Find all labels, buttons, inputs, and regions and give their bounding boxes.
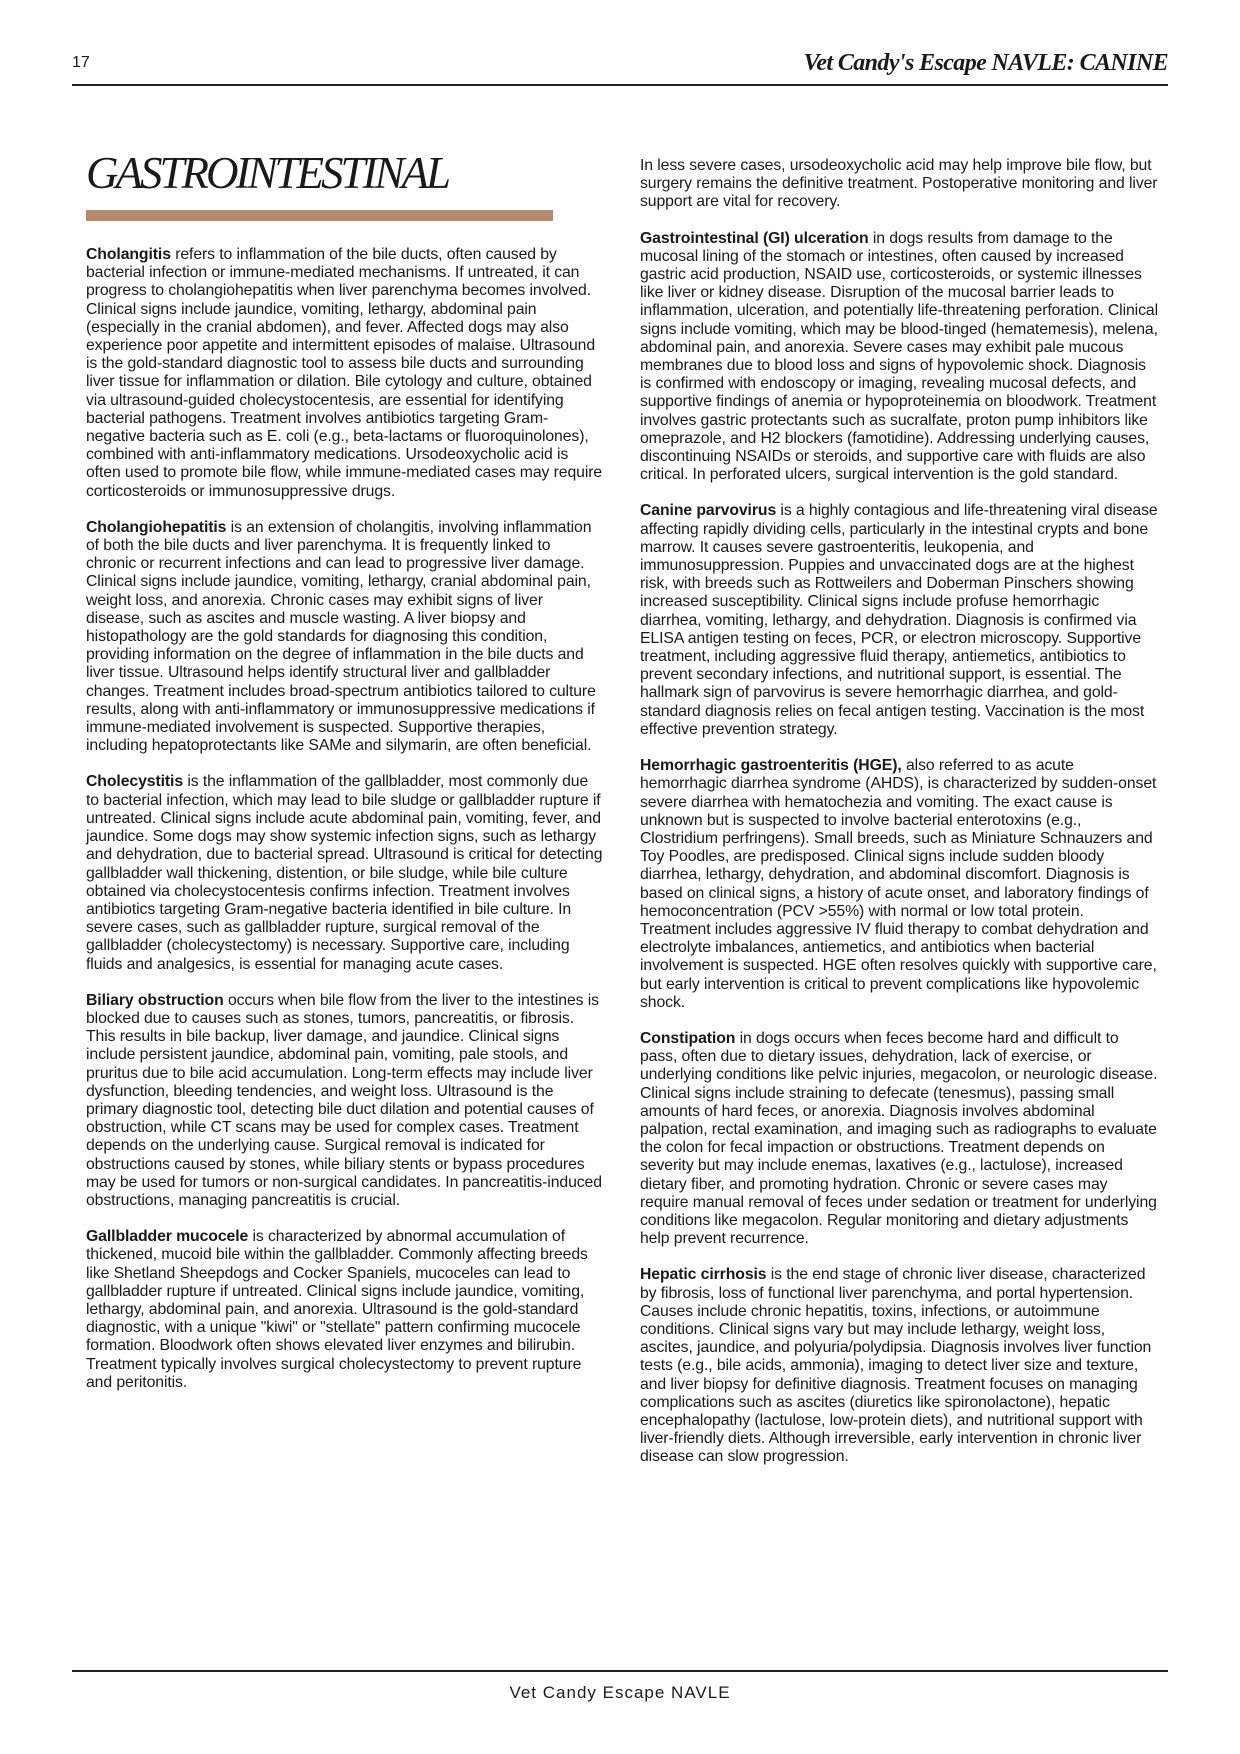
- entry-paragraph: [640, 1030, 1158, 1248]
- entry-term: Cholangitis: [86, 246, 171, 263]
- footer-text: Vet Candy Escape NAVLE: [509, 1683, 731, 1702]
- entry-term: Gastrointestinal (GI) ulceration: [640, 229, 869, 247]
- entry-paragraph: [86, 773, 604, 973]
- entry-term: Hepatic cirrhosis: [640, 1266, 767, 1284]
- entry-text: also referred to as acute hemorrhagic diarrhea syndrome (AHDS), is characterized by sudden-onset severe diarrhea with hematochezia and vomiting. The exact cause is unknown but is suspected to involve bacterial enterotoxins (e.g., Clostridium perfringens). Small breeds, such as Miniature Schnauzers and Toy Poodles, are predisposed. Clinical signs include sudden bloody diarrhea, lethargy, dehydration, and abdominal discomfort. Diagnosis is based on clinical signs, a history of acute onset, and laboratory findings of hemoconcentration (PCV >55%) with normal or low total protein. Treatment includes aggressive IV fluid therapy to combat dehydration and electrolyte imbalances, antiemetics, and antibiotics when bacterial involvement is suspected. HGE often resolves quickly with supportive care, but early intervention is critical to prevent complications like hypovolemic shock.: [640, 757, 1157, 1011]
- entry-text: refers to inflammation of the bile ducts, often caused by bacterial infection or immune-mediated mechanisms. If untreated, it can progress to cholangiohepatitis when liver parenchyma becomes involved. Clinical signs include jaundice, vomiting, lethargy, abdominal pain (especially in the cranial abdomen), and fever. Affected dogs may also experience poor appetite and intermittent episodes of malaise. Ultrasound is the gold-standard diagnostic tool to assess bile ducts and surrounding liver tissue for inflammation or dilation. Bile cytology and culture, obtained via ultrasound-guided cholecystocentesis, are essential for identifying bacterial pathogens. Treatment involves antibiotics targeting Gram-negative bacteria such as E. coli (e.g., beta-lactams or fluoroquinolones), combined with anti-inflammatory medications. Ursodeoxycholic acid is often used to promote bile flow, while immune-mediated cases may require corticosteroids or immunosuppressive drugs.: [86, 246, 603, 500]
- right-entries: [640, 157, 1158, 1467]
- entry-term: Cholecystitis: [86, 773, 184, 791]
- entry-paragraph: [640, 502, 1158, 739]
- left-column: [86, 146, 604, 1410]
- entry-paragraph: [640, 230, 1158, 485]
- entry-text: is a highly contagious and life-threatening viral disease affecting rapidly dividing cells, particularly in the intestinal crypts and bone marrow. It causes severe gastroenteritis, leukopenia, and immunosuppression. Puppies and unvaccinated dogs are at the highest risk, with breeds such as Rottweilers and Doberman Pinschers showing increased susceptibility. Clinical signs include profuse hemorrhagic diarrhea, vomiting, lethargy, and dehydration. Diagnosis is confirmed via ELISA antigen testing on feces, PCR, or electron microscopy. Supportive treatment, including aggressive fluid therapy, antiemetics, antibiotics to prevent secondary infections, and nutritional support, is essential. The hallmark sign of parvovirus is severe hemorrhagic diarrhea, and gold-standard diagnosis relies on fecal antigen testing. Vaccination is the most effective prevention strategy.: [640, 502, 1158, 738]
- entry-text: in dogs results from damage to the mucosal lining of the stomach or intestines, often caused by increased gastric acid production, NSAID use, corticosteroids, or systemic illnesses like liver or kidney disease. Disruption of the mucosal barrier leads to inflammation, ulceration, and potentially life-threatening perforation. Clinical signs include vomiting, which may be blood-tinged (hematemesis), melena, abdominal pain, and anorexia. Severe cases may exhibit pale mucous membranes due to blood loss and signs of hypovolemic shock. Diagnosis is confirmed with endoscopy or imaging, revealing mucosal defects, and supportive findings of anemia or hypoproteinemia on bloodwork. Treatment involves gastric protectants such as sucralfate, proton pump inhibitors like omeprazole, and H2 blockers (famotidine). Addressing underlying causes, discontinuing NSAIDs or steroids, and supportive care with fluids are also critical. In perforated ulcers, surgical intervention is the gold standard.: [640, 229, 1158, 484]
- entry-term: Canine parvovirus: [640, 502, 777, 520]
- entry-paragraph: [86, 1228, 604, 1392]
- entry-term: Biliary obstruction: [86, 991, 224, 1009]
- entry-paragraph: [640, 757, 1158, 1012]
- entry-paragraph: [86, 246, 604, 501]
- running-title: Vet Candy's Escape NAVLE: CANINE: [803, 50, 1168, 76]
- entry-term: Hemorrhagic gastroenteritis (HGE),: [640, 757, 902, 775]
- entry-text: In less severe cases, ursodeoxycholic acid may help improve bile flow, but surgery remains the definitive treatment. Postoperative monitoring and liver support are vital for recovery.: [640, 157, 1158, 211]
- entry-term: Cholangiohepatitis: [86, 518, 227, 536]
- entry-text: is characterized by abnormal accumulation of thickened, mucoid bile within the gallbladder. Commonly affecting breeds like Shetland Sheepdogs and Cocker Spaniels, mucoceles can lead to gallbladder rupture if untreated. Clinical signs include jaundice, vomiting, lethargy, abdominal pain, and anorexia. Ultrasound is the gold-standard diagnostic, with a unique "kiwi" or "stellate" pattern confirming mucocele formation. Bloodwork often shows elevated liver enzymes and bilirubin. Treatment typically involves surgical cholecystectomy to prevent rupture and peritonitis.: [86, 1228, 588, 1391]
- entry-paragraph: [640, 1266, 1158, 1466]
- left-entries: [86, 246, 604, 1392]
- page-number: 17: [72, 54, 90, 71]
- header-rule: [72, 84, 1168, 86]
- footer-rule: [72, 1670, 1168, 1672]
- entry-text: occurs when bile flow from the liver to the intestines is blocked due to causes such as stones, tumors, pancreatitis, or fibrosis. This results in bile backup, liver damage, and jaundice. Clinical signs include persistent jaundice, abdominal pain, vomiting, pale stools, and pruritus due to bile acid accumulation. Long-term effects may include liver dysfunction, bleeding tendencies, and weight loss. Ultrasound is the primary diagnostic tool, detecting bile duct dilation and potential causes of obstruction, while CT scans may be used for complex cases. Treatment depends on the underlying cause. Surgical removal is indicated for obstructions caused by stones, while biliary stents or bypass procedures may be used for tumors or non-surgical candidates. In pancreatitis-induced obstructions, managing pancreatitis is crucial.: [86, 991, 602, 1209]
- entry-text: is the inflammation of the gallbladder, most commonly due to bacterial infection, which may lead to bile sludge or gallbladder rupture if untreated. Clinical signs include acute abdominal pain, vomiting, fever, and jaundice. Some dogs may show systemic infection signs, such as lethargy and dehydration, due to bacterial spread. Ultrasound is critical for detecting gallbladder wall thickening, distention, or bile sludge, while bile culture obtained via cholecystocentesis confirms infection. Treatment involves antibiotics targeting Gram-negative bacteria identified in bile culture. In severe cases, such as gallbladder rupture, surgical removal of the gallbladder (cholecystectomy) is necessary. Supportive care, including fluids and analgesics, is essential for managing acute cases.: [86, 773, 603, 973]
- section-title: GASTROINTESTINAL: [86, 148, 449, 198]
- entry-paragraph: [86, 519, 604, 756]
- entry-term: Constipation: [640, 1029, 736, 1047]
- entry-term: Gallbladder mucocele: [86, 1228, 249, 1246]
- entry-text: is an extension of cholangitis, involving inflammation of both the bile ducts and liver parenchyma. It is frequently linked to chronic or recurrent infections and can lead to progressive liver damage. Clinical signs include jaundice, vomiting, lethargy, cranial abdominal pain, weight loss, and anorexia. Chronic cases may exhibit signs of liver disease, such as ascites and muscle wasting. A liver biopsy and histopathology are the gold standards for diagnosing this condition, providing information on the degree of inflammation in the bile ducts and liver tissue. Ultrasound helps identify structural liver and gallbladder changes. Treatment includes broad-spectrum antibiotics tailored to culture results, along with anti-inflammatory or immunosuppressive medications if immune-mediated involvement is suspected. Supportive therapies, including hepatoprotectants like SAMe and silymarin, are often beneficial.: [86, 518, 596, 755]
- entry-text: is the end stage of chronic liver disease, characterized by fibrosis, loss of functional liver parenchyma, and portal hypertension. Causes include chronic hepatitis, toxins, infections, or autoimmune conditions. Clinical signs vary but may include lethargy, weight loss, ascites, jaundice, and polyuria/polydipsia. Diagnosis involves liver function tests (e.g., bile acids, ammonia), imaging to detect liver size and texture, and liver biopsy for definitive diagnosis. Treatment focuses on managing complications such as ascites (diuretics like spironolactone), hepatic encephalopathy (lactulose, low-protein diets), and nutritional support with liver-friendly diets. Although irreversible, early intervention in chronic liver disease can slow progression.: [640, 1266, 1152, 1466]
- entry-paragraph: [640, 157, 1158, 212]
- section-accent-bar: [86, 210, 553, 221]
- entry-paragraph: [86, 992, 604, 1210]
- entry-text: in dogs occurs when feces become hard and difficult to pass, often due to dietary issues, dehydration, lack of exercise, or underlying conditions like pelvic injuries, megacolon, or neurologic disease. Clinical signs include straining to defecate (tenesmus), passing small amounts of hard feces, or anorexia. Diagnosis involves abdominal palpation, rectal examination, and imaging such as radiographs to evaluate the colon for fecal impaction or obstructions. Treatment depends on severity but may include enemas, laxatives (e.g., lactulose), increased dietary fiber, and promoting hydration. Chronic or severe cases may require manual removal of feces under sedation or treatment for underlying conditions like megacolon. Regular monitoring and dietary adjustments help prevent recurrence.: [640, 1029, 1158, 1248]
- right-column: [640, 157, 1158, 1485]
